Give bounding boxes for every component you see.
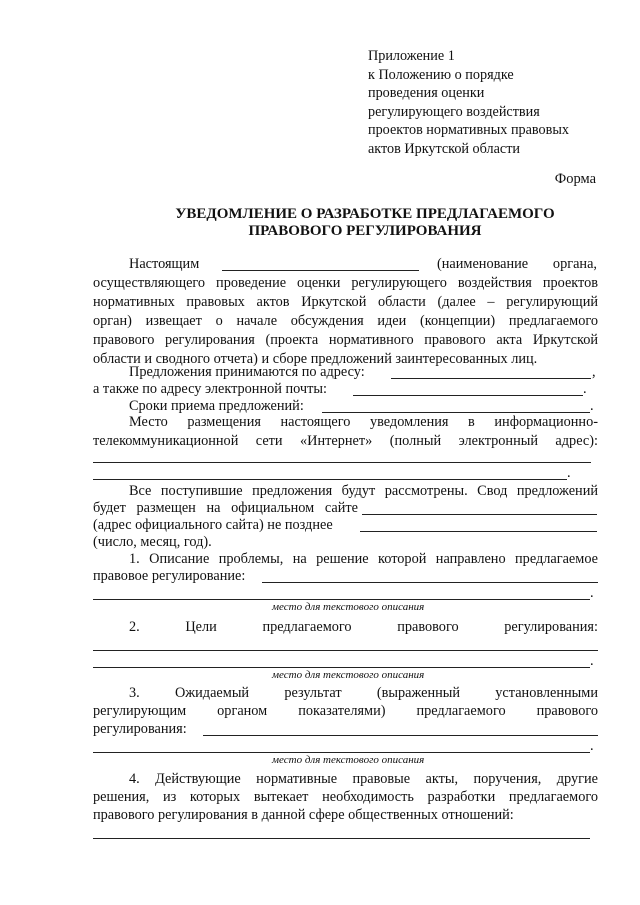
s1-dot: . — [590, 585, 594, 601]
s2-blank-2[interactable] — [93, 667, 590, 668]
internet-address-blank-1[interactable] — [93, 462, 591, 463]
s3-line-3: регулирования: — [93, 721, 187, 737]
s1-line-2: правовое регулирование: — [93, 568, 246, 584]
s4-line-1: 4. Действующие нормативные правовые акты, поручения, другие — [129, 771, 598, 787]
p5-line-3: (адрес официального сайта) не позднее — [93, 517, 333, 533]
p1-line-2: осуществляющего проведение оценки регулирующего воздействия проектов — [93, 275, 598, 291]
s4-line-3: правового регулирования в данной сфере общественных отношений: — [93, 807, 514, 823]
appendix-line: проектов нормативных правовых — [368, 122, 569, 138]
p1-line-5: правового регулирования (проекта нормативного правового акта Иркутской — [93, 332, 598, 348]
s2-dot: . — [590, 653, 594, 669]
appendix-line: к Положению о порядке — [368, 66, 514, 83]
address-blank[interactable] — [391, 378, 591, 379]
document-title-line-2: ПРАВОВОГО РЕГУЛИРОВАНИЯ — [248, 223, 482, 239]
email-blank[interactable] — [353, 395, 583, 396]
p2-comma: , — [592, 364, 596, 380]
appendix-line: проведения оценки — [368, 85, 485, 101]
appendix-block — [368, 47, 569, 158]
s3-blank-1[interactable] — [203, 735, 598, 736]
p3-deadline-label: Сроки приема предложений: — [129, 398, 304, 414]
s1-caption: место для текстового описания — [272, 601, 425, 613]
p5-line-2: будет размещен на официальном сайте — [93, 500, 358, 516]
s1-blank-1[interactable] — [262, 582, 598, 583]
form-label: Форма — [554, 171, 596, 187]
p5-line-1: Все поступившие предложения будут рассмотрены. Свод предложений — [129, 483, 598, 499]
p4-line-1: Место размещения настоящего уведомления в информационно- — [129, 414, 598, 430]
appendix-line: Приложение 1 — [368, 48, 455, 64]
p1-end: (наименование органа, — [437, 256, 597, 272]
s1-blank-2[interactable] — [93, 599, 590, 600]
date-blank[interactable] — [360, 531, 597, 532]
p1-start: Настоящим — [129, 256, 200, 272]
s3-blank-2[interactable] — [93, 752, 590, 753]
p1-line-6: области и сводного отчета) и сборе предложений заинтересованных лиц. — [93, 351, 538, 367]
p2-email-label: а также по адресу электронной почты: — [93, 381, 327, 397]
site-blank[interactable] — [362, 514, 597, 515]
s1-line-1: 1. Описание проблемы, на решение которой направлено предлагаемое — [129, 551, 598, 567]
s3-line-2: регулирующим органом показателями) предлагаемого правового — [93, 703, 598, 719]
s3-caption: место для текстового описания — [272, 754, 425, 766]
p2-address-label: Предложения принимаются по адресу: — [129, 364, 365, 380]
internet-address-blank-2[interactable] — [93, 479, 567, 480]
p1-line-3: нормативных правовых актов Иркутской области (далее – регулирующий — [93, 294, 598, 310]
p4-dot: . — [567, 465, 571, 481]
p4-line-2: телекоммуникационной сети «Интернет» (полный электронный адрес): — [93, 433, 598, 449]
organ-name-blank[interactable] — [222, 270, 419, 271]
p2-dot: . — [583, 381, 587, 397]
s3-line-1: 3. Ожидаемый результат (выраженный установленными — [129, 685, 598, 701]
s2-caption: место для текстового описания — [272, 669, 425, 681]
p1-line-4: орган) извещает о начале обсуждения идеи (концепции) предлагаемого — [93, 313, 598, 329]
s4-line-2: решения, из которых вытекает необходимость разработки предлагаемого — [93, 789, 598, 805]
s2-line-1: 2. Цели предлагаемого правового регулирования: — [129, 619, 598, 635]
appendix-line: актов Иркутской области — [368, 140, 520, 157]
appendix-line: регулирующего воздействия — [368, 103, 540, 120]
document-title-line-1: УВЕДОМЛЕНИЕ О РАЗРАБОТКЕ ПРЕДЛАГАЕМОГО — [175, 206, 555, 222]
p5-line-4: (число, месяц, год). — [93, 534, 212, 550]
s4-blank-1[interactable] — [93, 838, 590, 839]
p3-dot: . — [590, 398, 594, 414]
s3-dot: . — [590, 738, 594, 754]
s2-blank-1[interactable] — [93, 650, 598, 651]
